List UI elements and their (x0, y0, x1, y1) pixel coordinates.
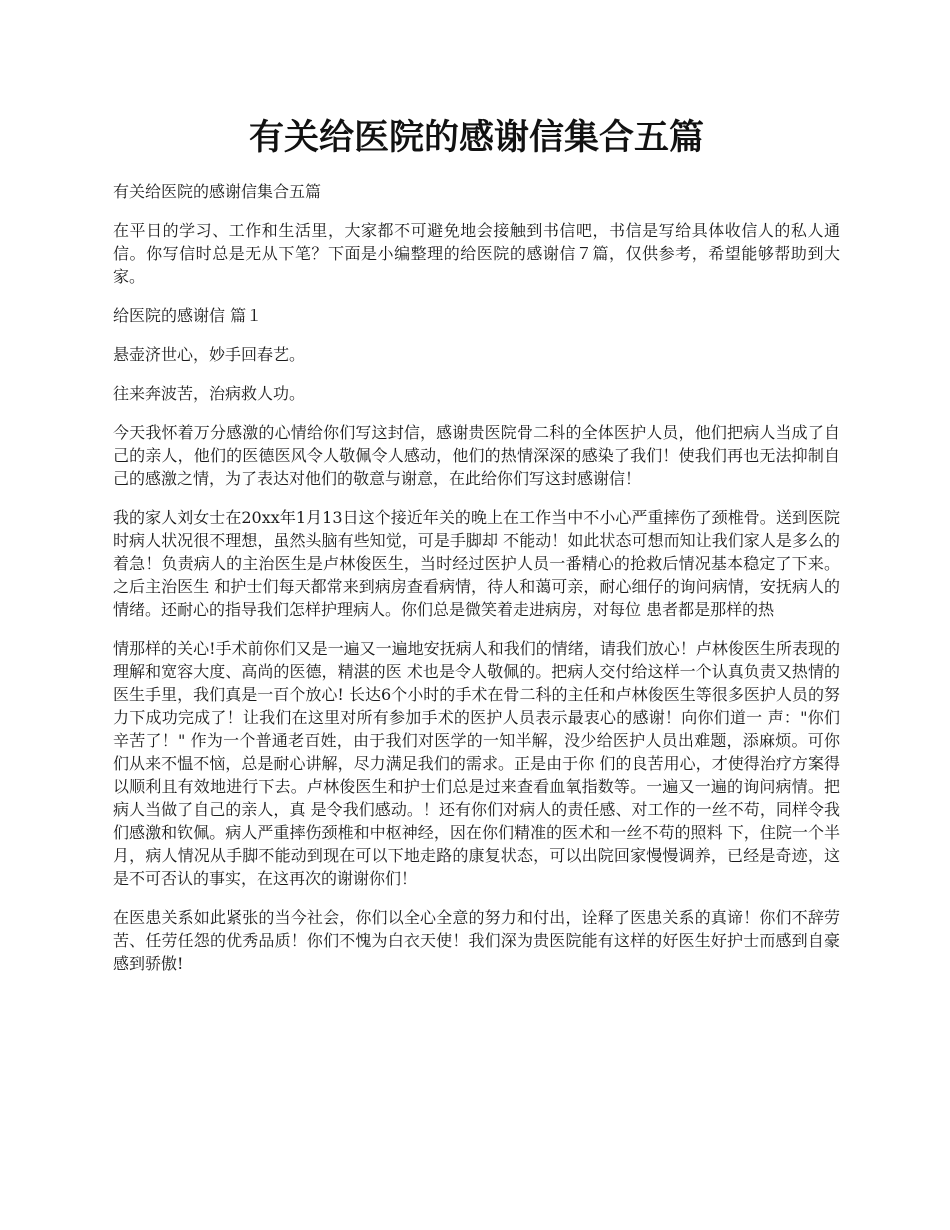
body-paragraph-2: 我的家人刘女士在20xx年1月13日这个接近年关的晚上在工作当中不小心严重摔伤了颈椎骨。送到医院时病人状况很不理想，虽然头脑有些知觉，可是手脚却 不能动！如此状态可想而知让我们家人是多么的着急！负责病人的主治医生是卢林俊医生，当时经过医护人员一番精心的抢救后情况基本稳定了下来。之后主治医生 和护士们每天都常来到病房查看病情，待人和蔼可亲，耐心细仔的询问病情，安抚病人的情绪。还耐心的指导我们怎样护理病人。你们总是微笑着走进病房，对每位 患者都是那样的热 (113, 508, 840, 619)
body-paragraph-4: 在医患关系如此紧张的当今社会，你们以全心全意的努力和付出，诠释了医患关系的真谛！你们不辞劳苦、任劳任怨的优秀品质！你们不愧为白衣天使！我们深为贵医院能有这样的好医生好护士而感到自豪感到骄傲! (113, 908, 840, 973)
section-heading: 给医院的感谢信 篇１ (113, 306, 263, 325)
document-subtitle: 有关给医院的感谢信集合五篇 (113, 182, 322, 201)
document-page (113, 0, 840, 975)
verse-line-2: 往来奔波苦，治病救人功。 (113, 384, 306, 403)
verse-line-1: 悬壶济世心，妙手回春艺。 (113, 345, 306, 364)
body-paragraph-3: 情那样的关心!手术前你们又是一遍又一遍地安抚病人和我们的情绪，请我们放心！卢林俊医生所表现的理解和宽容大度、高尚的医德，精湛的医 术也是令人敬佩的。把病人交付给这样一个认真负责又热情的医生手里，我们真是一百个放心! 长达6个小时的手术在骨二科的主任和卢林俊医生等很多医护人员的努力下成功完成了！让我们在这里对所有参加手术的医护人员表示最衷心的感谢！向你们道一 声："你们辛苦了！" 作为一个普通老百姓，由于我们对医学的一知半解，没少给医护人员出难题，添麻烦。可你们从来不愠不恼，总是耐心讲解，尽力满足我们的需求。正是由于你 们的良苦用心，才使得治疗方案得以顺利且有效地进行下去。卢林俊医生和护士们总是过来查看血氧指数等。一遍又一遍的询问病情。把病人当做了自己的亲人，真 是令我们感动。！还有你们对病人的责任感、对工作的一丝不苟，同样令我们感激和钦佩。病人严重摔伤颈椎和中枢神经，因在你们精准的医术和一丝不苟的照料 下，住院一个半月，病人情况从手脚不能动到现在可以下地走路的康复状态，可以出院回家慢慢调养，已经是奇迹，这是不可否认的事实，在这再次的谢谢你们！ (113, 639, 840, 888)
document-title: 有关给医院的感谢信集合五篇 (248, 117, 704, 158)
body-paragraph-1: 今天我怀着万分感激的心情给你们写这封信，感谢贵医院骨二科的全体医护人员，他们把病人当成了自己的亲人，他们的医德医风令人敬佩令人感动，他们的热情深深的感染了我们！使我们再也无法抑制自己的感激之情，为了表达对他们的敬意与谢意，在此给你们写这封感谢信！ (113, 423, 840, 488)
intro-paragraph: 在平日的学习、工作和生活里，大家都不可避免地会接触到书信吧，书信是写给具体收信人的私人通信。你写信时总是无从下笔？下面是小编整理的给医院的感谢信７篇，仅供参考，希望能够帮助到大家。 (113, 221, 840, 286)
